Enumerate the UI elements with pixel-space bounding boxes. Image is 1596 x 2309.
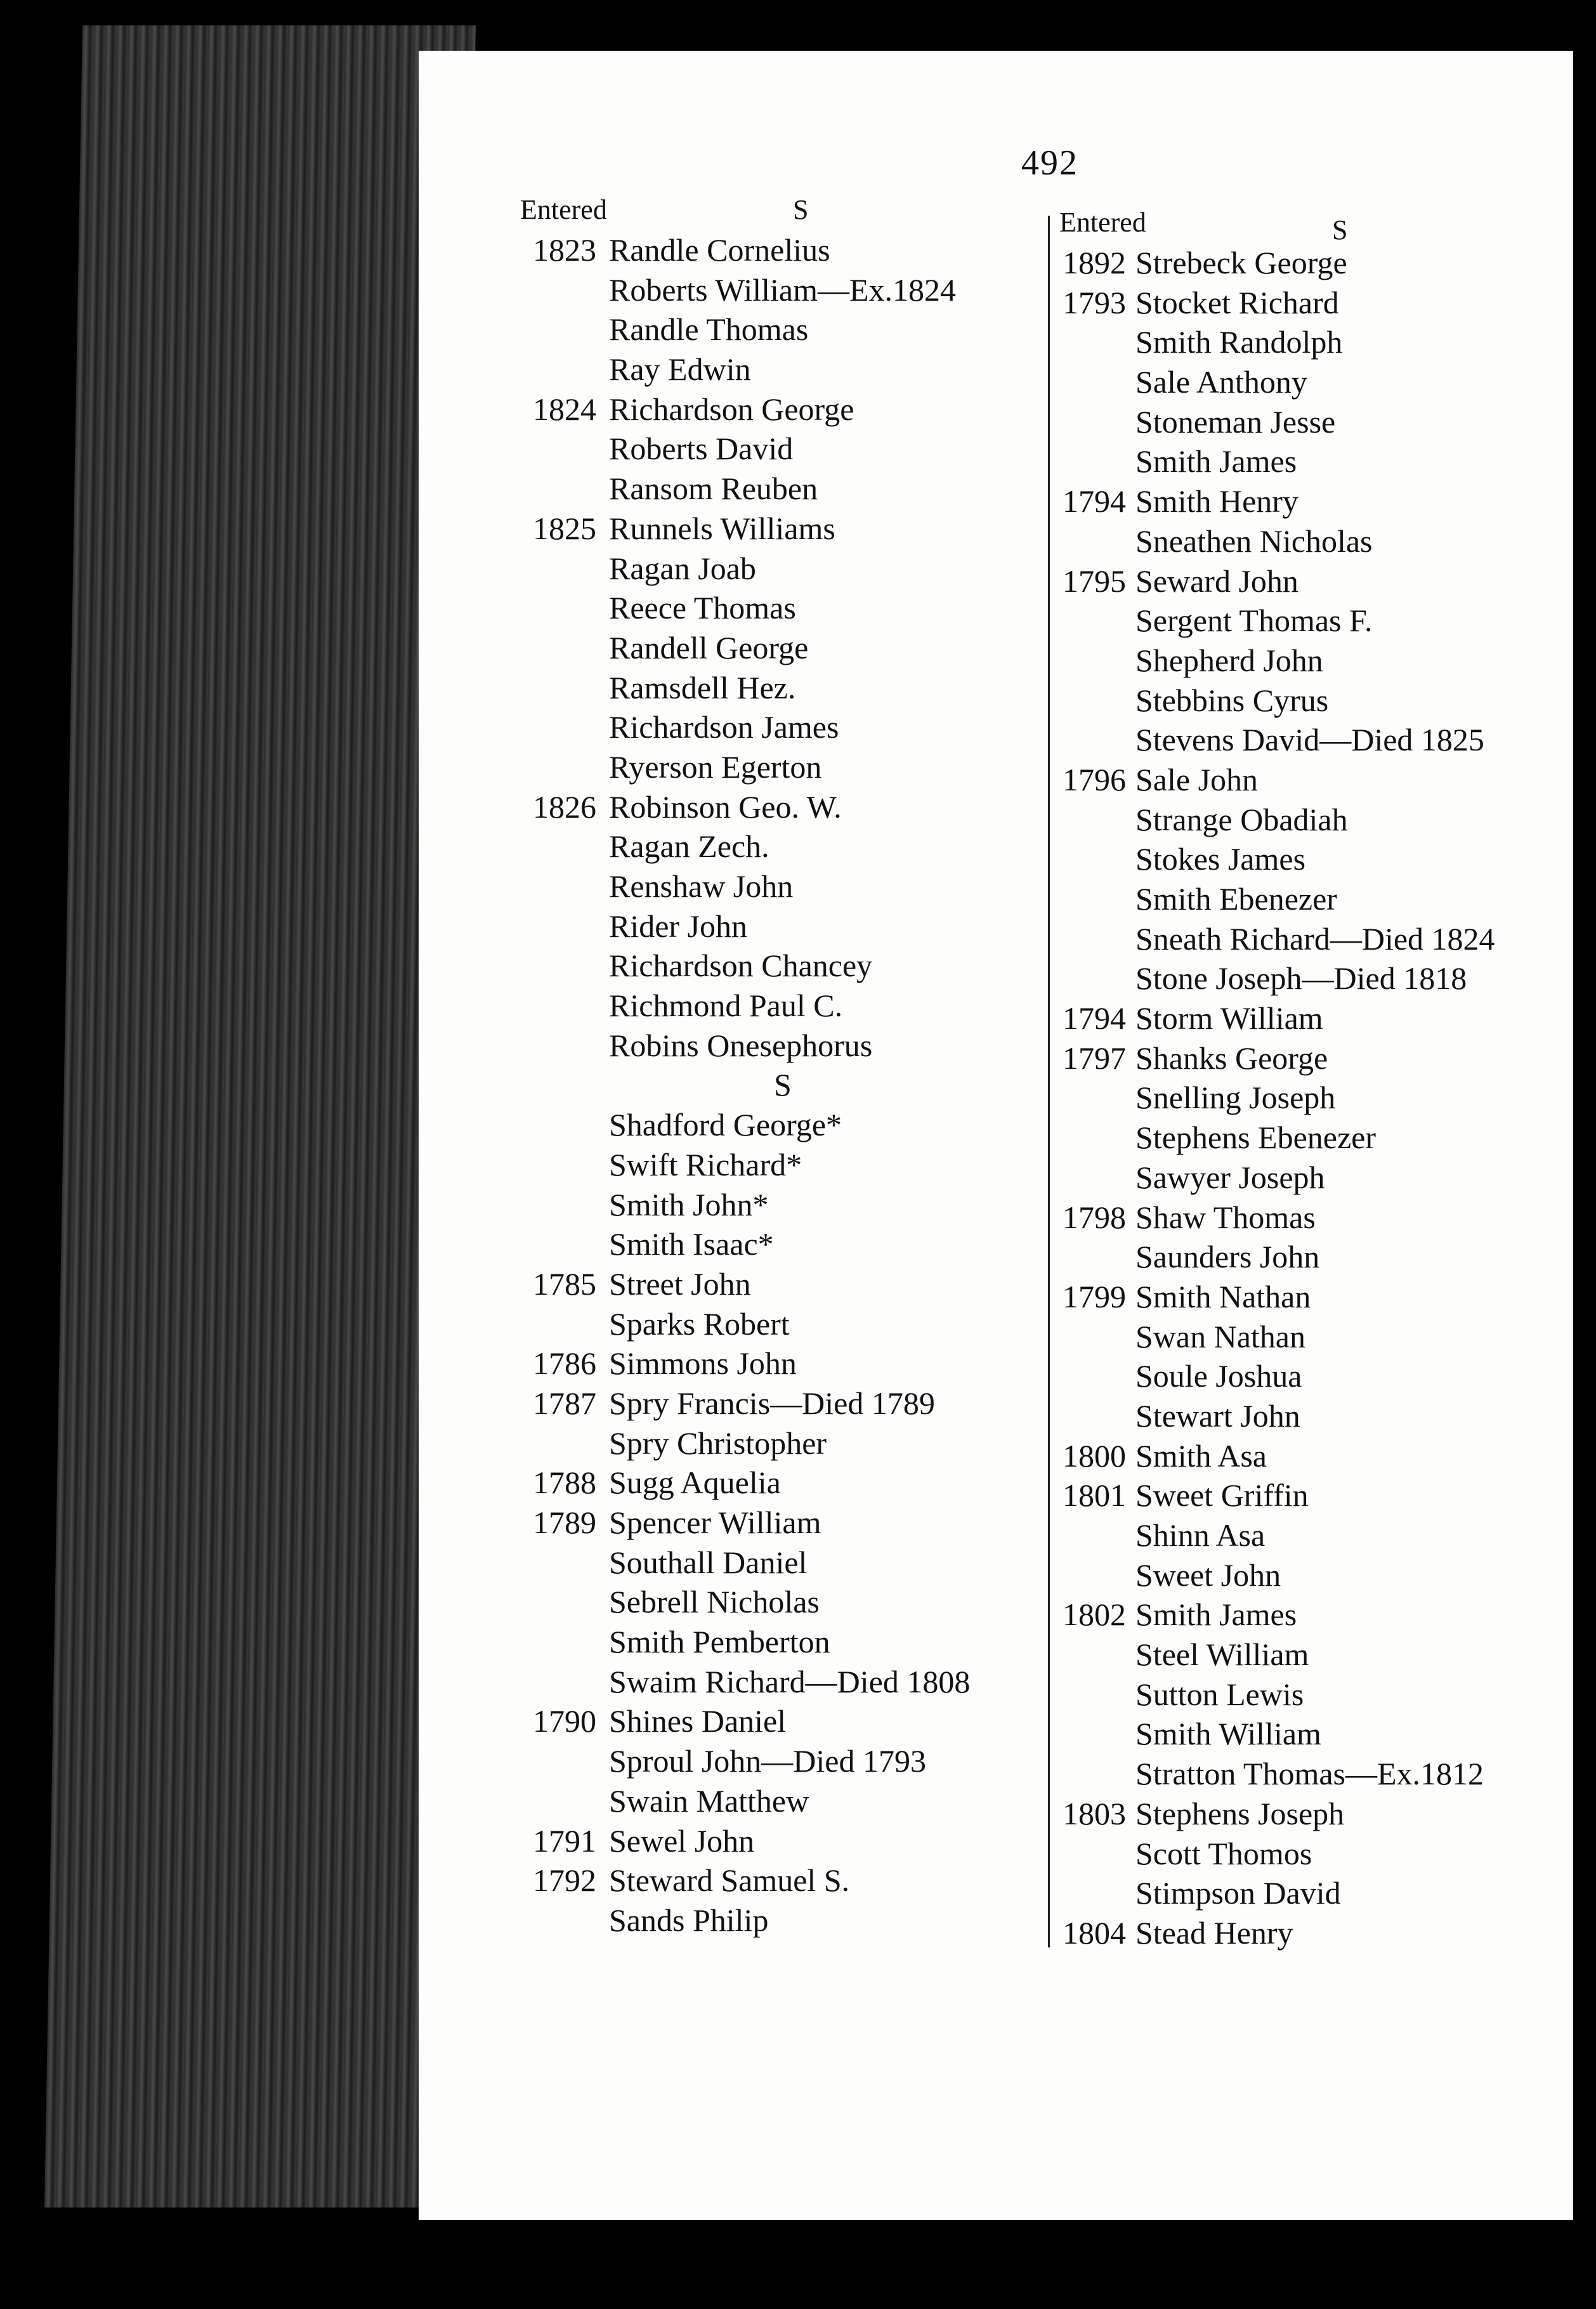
entry-name: Spry Francis—Died 1789 <box>609 1385 935 1421</box>
entry-name: Stead Henry <box>1135 1914 1293 1951</box>
left-column <box>501 193 1047 1942</box>
list-item <box>501 550 1047 590</box>
entry-name: Saunders John <box>1135 1239 1320 1275</box>
list-item <box>1040 880 1586 920</box>
list-item <box>501 828 1047 868</box>
entry-year: 1826 <box>533 788 596 825</box>
list-item <box>1040 602 1586 642</box>
list-item <box>501 589 1047 629</box>
list-item <box>501 788 1047 828</box>
entry-name: Stephens Ebenezer <box>1135 1120 1377 1156</box>
entry-year: 1794 <box>1063 1000 1126 1037</box>
entry-year: 1798 <box>1063 1199 1126 1235</box>
list-item <box>1040 363 1586 403</box>
list-item <box>1040 1557 1586 1597</box>
list-item <box>501 1504 1047 1544</box>
entry-name: Smith Nathan <box>1135 1278 1311 1314</box>
list-item <box>501 1027 1047 1067</box>
entry-name: Randell George <box>609 629 809 665</box>
list-item <box>501 271 1047 311</box>
entry-name: Shanks George <box>1135 1040 1328 1076</box>
entry-year: 1892 <box>1063 245 1126 280</box>
entry-name: Roberts William—Ex.1824 <box>609 271 957 308</box>
entry-year: 1796 <box>1063 761 1126 797</box>
entry-name: Sawyer Joseph <box>1135 1159 1325 1195</box>
entry-name: Sale Anthony <box>1135 364 1307 400</box>
entry-name: Ray Edwin <box>609 351 751 388</box>
entry-year: 1804 <box>1063 1914 1126 1951</box>
list-item <box>1040 1437 1586 1477</box>
entry-name: Sneath Richard—Died 1824 <box>1135 920 1495 957</box>
list-item <box>1040 1079 1586 1119</box>
list-item <box>1040 642 1586 682</box>
entry-year: 1791 <box>533 1822 596 1859</box>
list-item <box>501 1583 1047 1623</box>
entry-year: 1786 <box>533 1345 596 1382</box>
entry-name: Sweet Griffin <box>1135 1477 1309 1514</box>
list-item <box>1040 721 1586 761</box>
entry-name: Shadford George* <box>609 1107 842 1143</box>
entry-name: Snelling Joseph <box>1135 1080 1336 1116</box>
entry-name: Stocket Richard <box>1135 284 1339 320</box>
list-item <box>1040 1238 1586 1278</box>
entry-name: Stoneman Jesse <box>1135 403 1336 440</box>
entry-name: Stokes James <box>1135 841 1306 877</box>
entry-name: Rider John <box>609 908 748 944</box>
entry-name: Shaw Thomas <box>1135 1199 1316 1235</box>
list-item <box>1040 1636 1586 1676</box>
entry-name: Shines Daniel <box>609 1703 787 1739</box>
list-item <box>501 1782 1047 1822</box>
entry-year: 1823 <box>533 232 596 268</box>
list-item <box>1040 761 1586 801</box>
list-item <box>1040 1119 1586 1159</box>
entry-name: Smith James <box>1135 1597 1297 1633</box>
entry-name: Swan Nathan <box>1135 1318 1305 1354</box>
list-item <box>501 391 1047 431</box>
entry-name: Sproul John—Died 1793 <box>609 1743 926 1779</box>
list-item <box>501 749 1047 788</box>
list-item <box>501 1743 1047 1782</box>
entry-year: 1797 <box>1063 1040 1126 1076</box>
entry-name: Sutton Lewis <box>1135 1676 1304 1712</box>
left-column-header <box>501 193 1047 232</box>
entry-name: Sugg Aquelia <box>609 1465 781 1501</box>
list-item <box>501 1703 1047 1743</box>
list-item <box>501 1902 1047 1942</box>
entry-name: Spencer William <box>609 1505 821 1540</box>
list-item <box>501 1425 1047 1465</box>
entry-name: Richardson James <box>609 709 839 745</box>
right-entries <box>1040 244 1586 1954</box>
entry-name: Seward John <box>1135 563 1298 599</box>
entry-name: Simmons John <box>609 1345 797 1382</box>
entry-name: Stevens David—Died 1825 <box>1135 722 1484 758</box>
entry-name: Sewel John <box>609 1822 755 1859</box>
entry-year: 1788 <box>533 1465 596 1501</box>
entry-name: Sweet John <box>1135 1557 1281 1593</box>
entry-year: 1793 <box>1063 284 1126 320</box>
list-item <box>501 868 1047 908</box>
list-item <box>1040 1159 1586 1199</box>
list-item <box>501 629 1047 669</box>
list-item <box>1040 1874 1586 1914</box>
entry-name: Richardson George <box>609 391 854 427</box>
entry-name: Smith Pemberton <box>609 1624 830 1660</box>
entry-name: Robinson Geo. W. <box>609 788 842 825</box>
entry-name: Richardson Chancey <box>609 948 873 984</box>
entry-name: Sebrell Nicholas <box>609 1584 820 1620</box>
right-column <box>1040 206 1586 1954</box>
list-item <box>1040 1596 1586 1636</box>
list-item <box>1040 324 1586 363</box>
entry-year: 1824 <box>533 391 596 427</box>
list-item <box>501 1266 1047 1305</box>
entry-name: Stimpson David <box>1135 1875 1341 1911</box>
list-item <box>1040 1397 1586 1437</box>
list-item <box>1040 841 1586 880</box>
entry-name: Smith James <box>1135 443 1297 480</box>
list-item <box>1040 1318 1586 1358</box>
entry-name: Scott Thomos <box>1135 1835 1312 1871</box>
entry-name: Steward Samuel S. <box>609 1862 850 1899</box>
entry-name: Smith William <box>1135 1716 1321 1752</box>
list-item <box>1040 443 1586 483</box>
list-item <box>501 947 1047 987</box>
list-item <box>1040 801 1586 841</box>
entry-name: Stebbins Cyrus <box>1135 682 1329 718</box>
list-item <box>1040 1278 1586 1318</box>
entry-name: Swaim Richard—Died 1808 <box>609 1663 971 1699</box>
entry-year: 1787 <box>533 1385 596 1421</box>
entry-name: Ragan Zech. <box>609 828 769 865</box>
section-letter: S <box>774 1067 792 1103</box>
page-number: 492 <box>1021 143 1078 183</box>
list-item <box>1040 1715 1586 1755</box>
entry-name: Stewart John <box>1135 1397 1300 1434</box>
entry-year: 1789 <box>533 1505 596 1540</box>
list-item <box>501 1822 1047 1862</box>
entry-year: 1801 <box>1063 1477 1126 1514</box>
entry-year: 1794 <box>1063 483 1126 520</box>
list-item <box>501 1146 1047 1186</box>
list-item <box>1040 1795 1586 1835</box>
list-item <box>1040 1517 1586 1557</box>
entered-label: Entered <box>520 194 607 225</box>
list-item <box>1040 920 1586 960</box>
list-item <box>1040 1835 1586 1875</box>
letter-heading: S <box>1332 214 1348 245</box>
list-item <box>1040 244 1586 284</box>
entry-name: Smith Henry <box>1135 483 1298 520</box>
list-item <box>1040 960 1586 1000</box>
list-item <box>1040 483 1586 523</box>
list-item <box>1040 523 1586 563</box>
entry-name: Sale John <box>1135 761 1259 797</box>
list-item <box>501 709 1047 749</box>
entry-name: Sands Philip <box>609 1902 769 1938</box>
list-item <box>501 470 1047 510</box>
list-item <box>1040 1676 1586 1716</box>
entry-name: Stratton Thomas—Ex.1812 <box>1135 1756 1484 1792</box>
entry-year: 1799 <box>1063 1278 1126 1314</box>
entry-name: Spry Christopher <box>609 1425 827 1461</box>
entry-name: Smith John* <box>609 1186 769 1222</box>
list-item <box>1040 1040 1586 1080</box>
entry-name: Storm William <box>1135 1000 1323 1037</box>
list-item <box>501 232 1047 271</box>
entry-name: Shepherd John <box>1135 642 1323 678</box>
list-item <box>1040 1914 1586 1954</box>
entry-name: Richmond Paul C. <box>609 988 843 1024</box>
list-item <box>501 1663 1047 1703</box>
list-item <box>1040 1199 1586 1239</box>
entry-name: Smith Randolph <box>1135 324 1343 360</box>
list-item <box>501 908 1047 948</box>
entry-name: Ransom Reuben <box>609 471 818 507</box>
right-column-header <box>1040 206 1586 244</box>
entry-name: Renshaw John <box>609 868 794 904</box>
list-item <box>501 1464 1047 1504</box>
list-item <box>1040 1000 1586 1040</box>
list-item <box>501 1345 1047 1385</box>
list-item <box>501 1385 1047 1425</box>
list-item <box>501 311 1047 351</box>
entry-name: Sparks Robert <box>609 1305 790 1342</box>
entry-name: Swain Matthew <box>609 1782 809 1819</box>
entry-name: Shinn Asa <box>1135 1517 1266 1553</box>
entry-name: Roberts David <box>609 431 794 467</box>
list-item <box>501 1226 1047 1266</box>
entry-name: Ragan Joab <box>609 550 756 586</box>
entry-name: Strange Obadiah <box>1135 801 1348 837</box>
entry-year: 1792 <box>533 1862 596 1899</box>
list-item <box>1040 1357 1586 1397</box>
entry-name: Strebeck George <box>1135 245 1347 280</box>
entry-year: 1785 <box>533 1266 596 1302</box>
entry-name: Randle Cornelius <box>609 232 830 268</box>
entry-name: Street John <box>609 1266 751 1302</box>
entry-name: Runnels Williams <box>609 510 835 546</box>
entry-name: Steel William <box>1135 1637 1309 1673</box>
left-entries <box>501 232 1047 1942</box>
entry-year: 1802 <box>1063 1597 1126 1633</box>
entry-name: Sergent Thomas F. <box>1135 603 1373 639</box>
entry-name: Smith Ebenezer <box>1135 881 1337 917</box>
entry-name: Soule Joshua <box>1135 1358 1302 1394</box>
list-item <box>1040 563 1586 603</box>
entry-year: 1795 <box>1063 563 1126 599</box>
entry-year: 1825 <box>533 510 596 546</box>
list-item <box>501 1544 1047 1584</box>
list-item <box>501 1305 1047 1345</box>
entry-name: Robins Onesephorus <box>609 1027 873 1063</box>
letter-heading: S <box>793 194 809 225</box>
list-item <box>1040 1755 1586 1795</box>
book-page-edges <box>44 25 476 2208</box>
list-item <box>501 1186 1047 1226</box>
entry-name: Reece Thomas <box>609 590 796 626</box>
list-item <box>501 1106 1047 1146</box>
list-item <box>1040 682 1586 722</box>
list-item <box>501 987 1047 1027</box>
entry-name: Smith Asa <box>1135 1437 1267 1474</box>
entry-name: Stone Joseph—Died 1818 <box>1135 960 1467 997</box>
entry-name: Ryerson Egerton <box>609 749 822 785</box>
list-item <box>501 510 1047 550</box>
entry-name: Sneathen Nicholas <box>1135 523 1373 559</box>
list-item <box>1040 403 1586 443</box>
list-item <box>1040 1477 1586 1517</box>
entry-name: Smith Isaac* <box>609 1226 774 1262</box>
entry-year: 1800 <box>1063 1437 1126 1474</box>
list-item <box>501 669 1047 709</box>
entry-name: Southall Daniel <box>609 1544 808 1580</box>
entry-year: 1790 <box>533 1703 596 1739</box>
list-item <box>501 1066 1047 1106</box>
list-item <box>501 1623 1047 1663</box>
entered-label: Entered <box>1059 207 1146 238</box>
entry-name: Ramsdell Hez. <box>609 669 796 705</box>
entry-year: 1803 <box>1063 1795 1126 1831</box>
list-item <box>501 1862 1047 1902</box>
list-item <box>1040 284 1586 324</box>
entry-name: Randle Thomas <box>609 311 809 348</box>
list-item <box>501 430 1047 470</box>
list-item <box>501 351 1047 391</box>
entry-name: Stephens Joseph <box>1135 1795 1345 1831</box>
entry-name: Swift Richard* <box>609 1146 802 1182</box>
